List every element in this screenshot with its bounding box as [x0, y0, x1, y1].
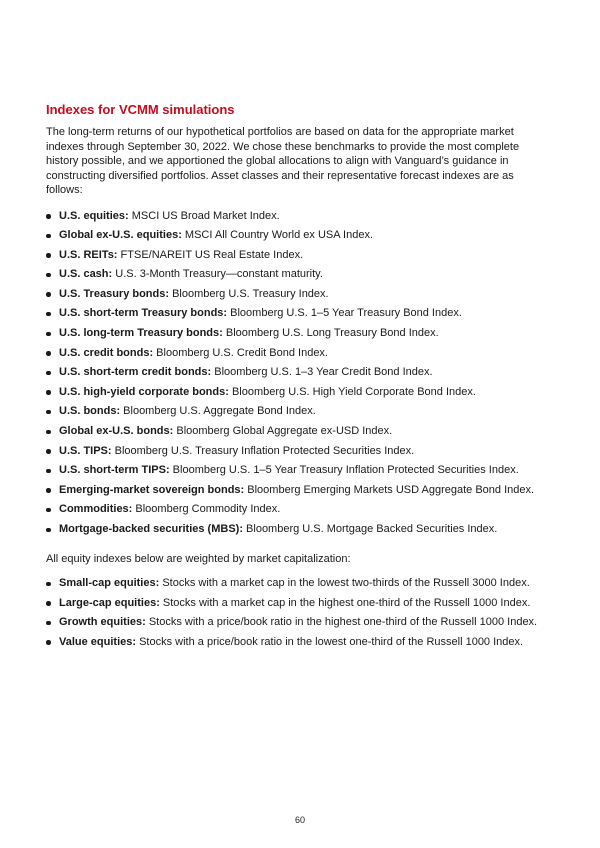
- list-item-description: MSCI US Broad Market Index.: [128, 209, 280, 222]
- list-item-term: Value equities:: [59, 635, 137, 648]
- list-item: [46, 597, 546, 610]
- bullet-icon: [46, 214, 51, 219]
- list-item-term: Global ex-U.S. equities:: [59, 229, 182, 242]
- list-item-description: Bloomberg U.S. 1–5 Year Treasury Inflation Protected Securities Index.: [169, 464, 519, 477]
- bullet-icon: [46, 508, 51, 513]
- list-item-term: U.S. cash:: [59, 268, 113, 281]
- list-item-description: Stocks with a price/book ratio in the lowest one-third of the Russell 1000 Index.: [136, 635, 524, 648]
- list-item-term: U.S. TIPS:: [59, 444, 112, 457]
- bullet-icon: [46, 640, 51, 645]
- list-item: [46, 405, 546, 418]
- list-item-term: U.S. bonds:: [59, 405, 121, 418]
- page-content: [46, 102, 546, 655]
- list-item-term: U.S. short-term credit bonds:: [59, 366, 212, 379]
- list-item-term: U.S. Treasury bonds:: [59, 287, 170, 300]
- list-item: [46, 484, 546, 497]
- list-item-description: Bloomberg U.S. Credit Bond Index.: [153, 346, 328, 359]
- bullet-icon: [46, 582, 51, 587]
- section-title: Indexes for VCMM simulations: [46, 102, 235, 117]
- list-item-term: Large-cap equities:: [59, 596, 160, 609]
- list-item: [46, 210, 546, 223]
- bullet-icon: [46, 621, 51, 626]
- list-item: [46, 249, 546, 262]
- list-item-description: Bloomberg U.S. Treasury Inflation Protected Securities Index.: [111, 444, 415, 457]
- list-item-term: Global ex-U.S. bonds:: [59, 425, 174, 438]
- bullet-icon: [46, 390, 51, 395]
- list-item-description: Bloomberg Commodity Index.: [132, 503, 281, 516]
- list-item-term: Small-cap equities:: [59, 577, 160, 589]
- bullet-icon: [46, 253, 51, 258]
- list-item-description: U.S. 3-Month Treasury—constant maturity.: [112, 268, 323, 281]
- index-list: [46, 210, 546, 537]
- list-item: [46, 425, 546, 438]
- list-item-description: FTSE/NAREIT US Real Estate Index.: [117, 248, 304, 261]
- list-item-description: MSCI All Country World ex USA Index.: [181, 229, 374, 242]
- equity-index-list: [46, 577, 546, 649]
- list-item: [46, 445, 546, 458]
- list-item-description: Bloomberg U.S. Aggregate Bond Index.: [120, 405, 316, 418]
- list-item: [46, 268, 546, 281]
- list-item: [46, 616, 546, 629]
- list-item-term: Commodities:: [59, 503, 133, 516]
- list-item: [46, 577, 546, 590]
- intro-paragraph: The long-term returns of our hypothetical portfolios are based on data for the appropriate market indexes through September 30, 2022. We chose these benchmarks to provide the most complete history possible, and we apportioned the global allocations to align with Vanguard’s guidance in constructing diversified portfolios. Asset classes and their representative forecast indexes are as follows:: [46, 126, 520, 196]
- list-item: [46, 523, 546, 536]
- list-item-term: U.S. long-term Treasury bonds:: [59, 327, 223, 340]
- bullet-icon: [46, 312, 51, 317]
- bullet-icon: [46, 234, 51, 239]
- bullet-icon: [46, 410, 51, 415]
- bullet-icon: [46, 371, 51, 376]
- bullet-icon: [46, 601, 51, 606]
- list-item: [46, 464, 546, 477]
- bullet-icon: [46, 351, 51, 356]
- list-item-term: Growth equities:: [59, 616, 146, 629]
- list-item: [46, 386, 546, 399]
- list-item-term: U.S. short-term Treasury bonds:: [59, 307, 228, 320]
- list-item-description: Bloomberg U.S. 1–3 Year Credit Bond Index.: [211, 366, 433, 379]
- list-item: [46, 347, 546, 360]
- list-item-description: Bloomberg U.S. 1–5 Year Treasury Bond Index.: [227, 307, 462, 320]
- list-item-description: Stocks with a price/book ratio in the highest one-third of the Russell 1000 Index.: [145, 616, 538, 629]
- list-item: [46, 288, 546, 301]
- bullet-icon: [46, 469, 51, 474]
- list-item-description: Bloomberg Emerging Markets USD Aggregate Bond Index.: [244, 483, 535, 496]
- list-item: [46, 307, 546, 320]
- bullet-icon: [46, 449, 51, 454]
- list-item-term: U.S. REITs:: [59, 248, 118, 261]
- list-item-description: Bloomberg U.S. High Yield Corporate Bond Index.: [228, 385, 476, 398]
- list-item-description: Bloomberg U.S. Long Treasury Bond Index.: [222, 327, 439, 340]
- list-item-term: U.S. equities:: [59, 209, 129, 222]
- list-item-term: U.S. short-term TIPS:: [59, 464, 170, 477]
- bullet-icon: [46, 430, 51, 435]
- list-item-description: Bloomberg Global Aggregate ex-USD Index.: [173, 425, 393, 438]
- bullet-icon: [46, 292, 51, 297]
- list-item: [46, 636, 546, 649]
- equity-note: All equity indexes below are weighted by market capitalization:: [46, 553, 351, 565]
- list-item: [46, 366, 546, 379]
- list-item: [46, 503, 546, 516]
- bullet-icon: [46, 332, 51, 337]
- list-item-term: Emerging-market sovereign bonds:: [59, 483, 245, 496]
- list-item-description: Bloomberg U.S. Treasury Index.: [169, 287, 329, 300]
- bullet-icon: [46, 273, 51, 278]
- bullet-icon: [46, 488, 51, 493]
- bullet-icon: [46, 528, 51, 533]
- list-item-description: Stocks with a market cap in the highest one-third of the Russell 1000 Index.: [159, 596, 531, 609]
- list-item-term: Mortgage-backed securities (MBS):: [59, 523, 243, 535]
- list-item-description: Stocks with a market cap in the lowest two-thirds of the Russell 3000 Index.: [159, 577, 530, 589]
- list-item-term: U.S. credit bonds:: [59, 346, 154, 359]
- page-number: 60: [294, 815, 305, 825]
- list-item: [46, 327, 546, 340]
- list-item-description: Bloomberg U.S. Mortgage Backed Securities Index.: [242, 523, 498, 535]
- list-item: [46, 229, 546, 242]
- list-item-term: U.S. high-yield corporate bonds:: [59, 385, 229, 398]
